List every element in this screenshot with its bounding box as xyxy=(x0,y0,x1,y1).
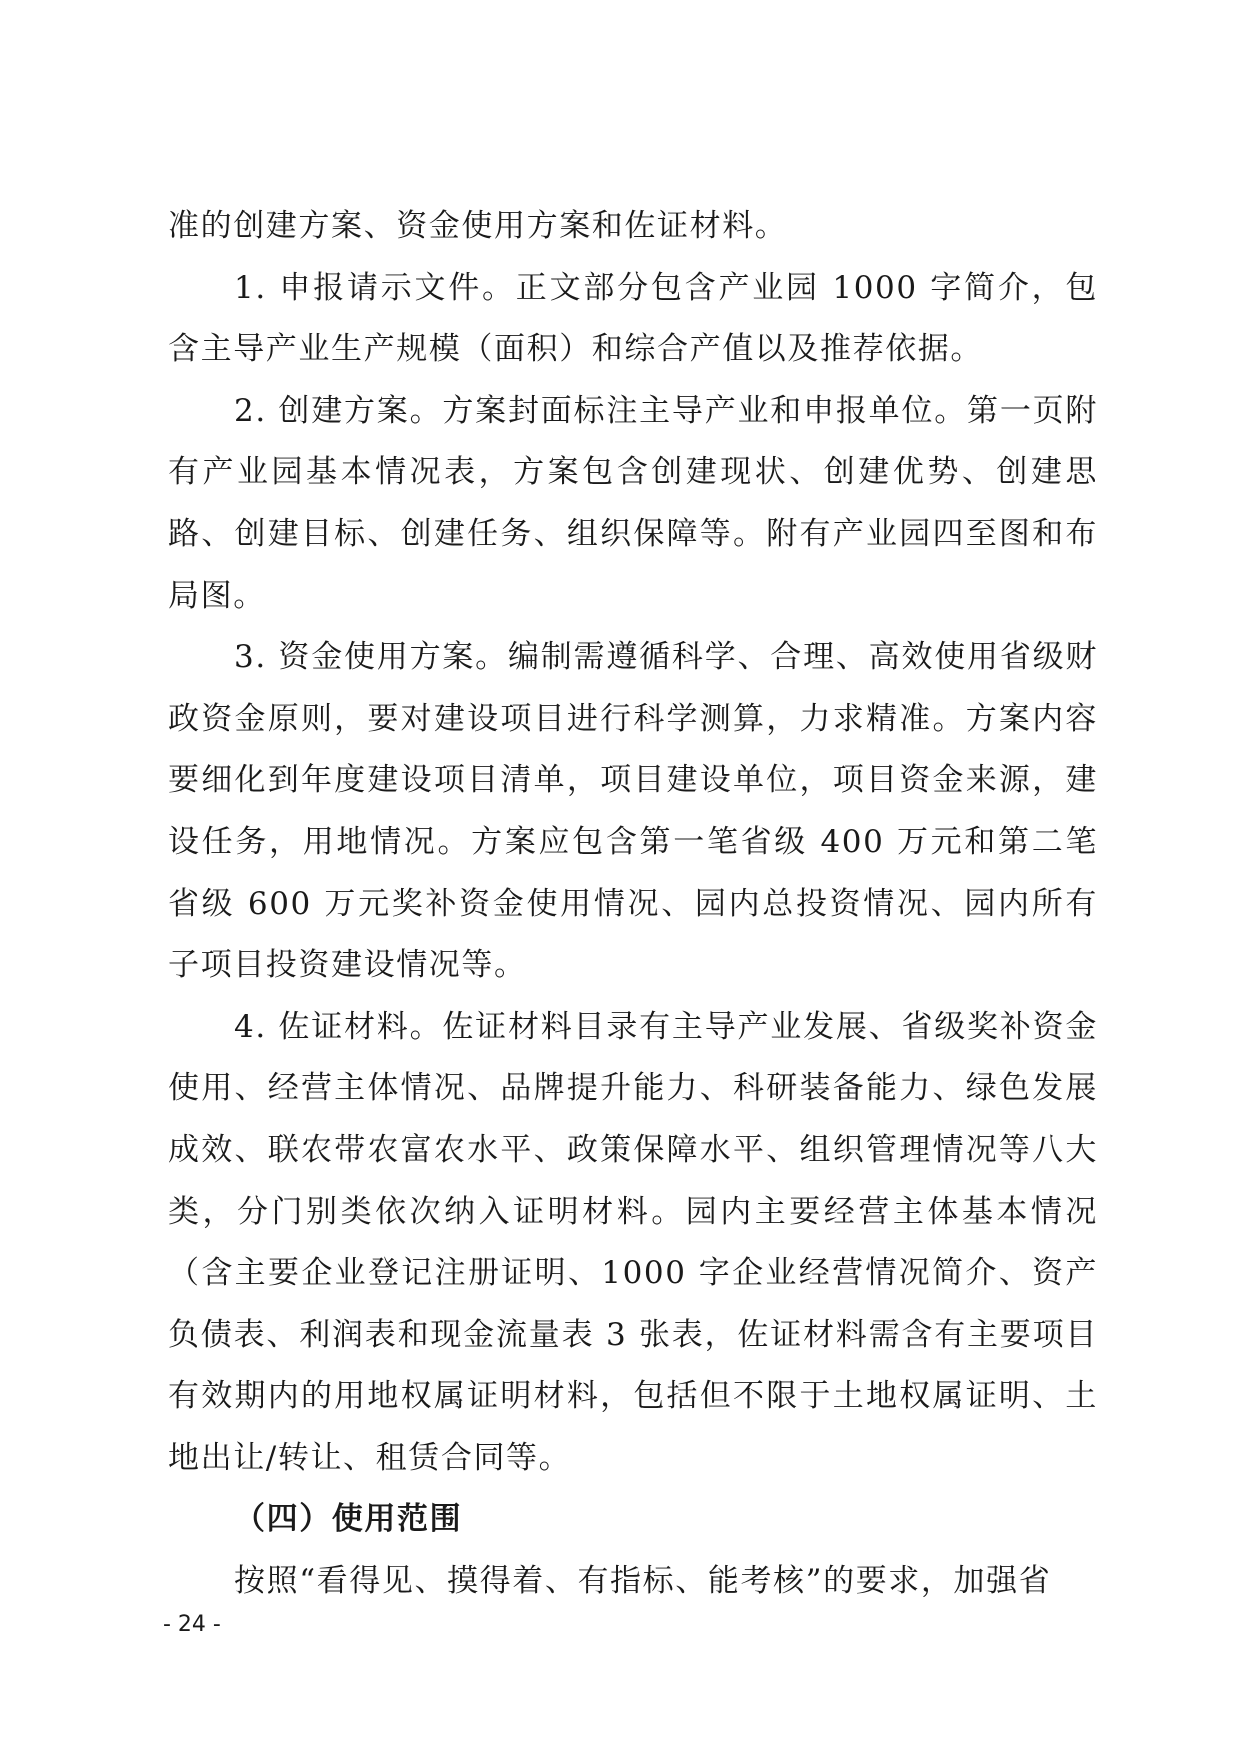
paragraph-item-1: 1. 申报请示文件。正文部分包含产业园 1000 字简介，包含主导产业生产规模（面积）和综合产值以及推荐依据。 xyxy=(168,269,1098,368)
paragraph-item-2: 2. 创建方案。方案封面标注主导产业和申报单位。第一页附有产业园基本情况表，方案包含创建现状、创建优势、创建思路、创建目标、创建任务、组织保障等。附有产业园四至图和布局图。 xyxy=(168,392,1098,614)
paragraph-last: 按照“看得见、摸得着、有指标、能考核”的要求，加强省 xyxy=(234,1563,1052,1600)
paragraph-continuation: 准的创建方案、资金使用方案和佐证材料。 xyxy=(168,208,788,244)
page-number: - 24 - xyxy=(163,1612,221,1637)
paragraph-item-4: 4. 佐证材料。佐证材料目录有主导产业发展、省级奖补资金使用、经营主体情况、品牌提升能力、科研装备能力、绿色发展成效、联农带农富农水平、政策保障水平、组织管理情况等八大类，分门别类依次纳入证明材料。园内主要经营主体基本情况（含主要企业登记注册证明、1000 字企业经营情况简介、资产负债表、利润表和现金流量表 3 张表，佐证材料需含有主要项目有效期内的用地权属证明材料，包括但不限于土地权属证明、土地出让/转让、租赁合同等。 xyxy=(168,1008,1098,1476)
section-heading: （四）使用范围 xyxy=(234,1501,463,1538)
paragraph-item-3: 3. 资金使用方案。编制需遵循科学、合理、高效使用省级财政资金原则，要对建设项目进行科学测算，力求精准。方案内容要细化到年度建设项目清单，项目建设单位，项目资金来源，建设任务，用地情况。方案应包含第一笔省级 400 万元和第二笔省级 600 万元奖补资金使用情况、园内总投资情况、园内所有子项目投资建设情况等。 xyxy=(168,639,1098,984)
document-body xyxy=(168,196,1098,1613)
